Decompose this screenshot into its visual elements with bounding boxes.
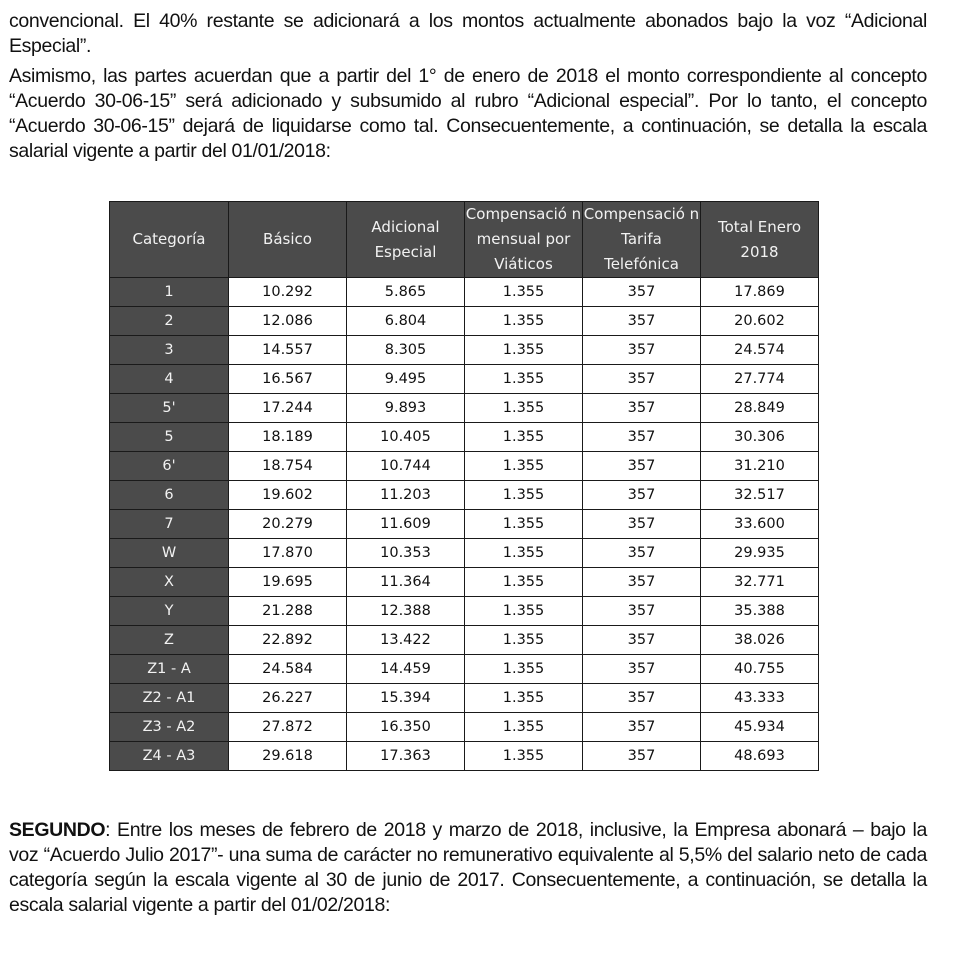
value-cell: 10.744 [347, 452, 465, 481]
header-compensacion-viaticos: Compensació n mensual por Viáticos [465, 202, 583, 278]
value-cell: 10.292 [229, 278, 347, 307]
value-cell: 16.350 [347, 713, 465, 742]
paragraph-intro: convencional. El 40% restante se adicionará a los montos actualmente abonados bajo la voz “Adicional Especial”. [9, 10, 927, 57]
value-cell: 357 [583, 394, 701, 423]
value-cell: 9.495 [347, 365, 465, 394]
value-cell: 357 [583, 742, 701, 771]
value-cell: 18.754 [229, 452, 347, 481]
category-cell: Y [110, 597, 229, 626]
value-cell: 24.574 [701, 336, 819, 365]
value-cell: 1.355 [465, 510, 583, 539]
table-row [110, 597, 819, 626]
value-cell: 357 [583, 481, 701, 510]
value-cell: 12.388 [347, 597, 465, 626]
value-cell: 24.584 [229, 655, 347, 684]
value-cell: 357 [583, 597, 701, 626]
value-cell: 30.306 [701, 423, 819, 452]
value-cell: 6.804 [347, 307, 465, 336]
value-cell: 38.026 [701, 626, 819, 655]
value-cell: 29.935 [701, 539, 819, 568]
table-row [110, 481, 819, 510]
category-cell: Z [110, 626, 229, 655]
table-row [110, 365, 819, 394]
value-cell: 29.618 [229, 742, 347, 771]
value-cell: 1.355 [465, 713, 583, 742]
value-cell: 31.210 [701, 452, 819, 481]
category-cell: 6' [110, 452, 229, 481]
segundo-text: : Entre los meses de febrero de 2018 y marzo de 2018, inclusive, la Empresa abonará – bajo la voz “Acuerdo Julio 2017”- una suma de carácter no remunerativo equivalente al 5,5% del salario neto de cada categoría según la escala vigente al 30 de junio de 2017. Consecuentemente, a continuación, se detalla la escala salarial vigente a partir del 01/02/2018: [9, 819, 927, 916]
value-cell: 1.355 [465, 568, 583, 597]
value-cell: 48.693 [701, 742, 819, 771]
value-cell: 1.355 [465, 597, 583, 626]
value-cell: 40.755 [701, 655, 819, 684]
category-cell: Z2 - A1 [110, 684, 229, 713]
value-cell: 32.517 [701, 481, 819, 510]
value-cell: 1.355 [465, 365, 583, 394]
value-cell: 19.602 [229, 481, 347, 510]
value-cell: 357 [583, 365, 701, 394]
table-row [110, 655, 819, 684]
category-cell: 6 [110, 481, 229, 510]
header-total-enero: Total Enero 2018 [701, 202, 819, 278]
value-cell: 22.892 [229, 626, 347, 655]
value-cell: 16.567 [229, 365, 347, 394]
value-cell: 1.355 [465, 481, 583, 510]
value-cell: 1.355 [465, 452, 583, 481]
value-cell: 357 [583, 510, 701, 539]
value-cell: 28.849 [701, 394, 819, 423]
category-cell: Z3 - A2 [110, 713, 229, 742]
value-cell: 357 [583, 307, 701, 336]
value-cell: 20.602 [701, 307, 819, 336]
category-cell: Z1 - A [110, 655, 229, 684]
salary-scale-table [109, 201, 819, 771]
value-cell: 14.459 [347, 655, 465, 684]
table-row [110, 307, 819, 336]
value-cell: 1.355 [465, 655, 583, 684]
value-cell: 13.422 [347, 626, 465, 655]
category-cell: 5 [110, 423, 229, 452]
value-cell: 43.333 [701, 684, 819, 713]
value-cell: 32.771 [701, 568, 819, 597]
value-cell: 357 [583, 452, 701, 481]
category-cell: X [110, 568, 229, 597]
paragraph-segundo [9, 818, 927, 918]
value-cell: 357 [583, 568, 701, 597]
header-compensacion-tarifa: Compensació n Tarifa Telefónica [583, 202, 701, 278]
value-cell: 1.355 [465, 336, 583, 365]
value-cell: 14.557 [229, 336, 347, 365]
table-row [110, 510, 819, 539]
category-cell: 1 [110, 278, 229, 307]
table-header-row [110, 202, 819, 278]
value-cell: 11.364 [347, 568, 465, 597]
value-cell: 1.355 [465, 278, 583, 307]
value-cell: 26.227 [229, 684, 347, 713]
value-cell: 17.244 [229, 394, 347, 423]
value-cell: 11.609 [347, 510, 465, 539]
table-row [110, 452, 819, 481]
value-cell: 17.869 [701, 278, 819, 307]
value-cell: 357 [583, 278, 701, 307]
value-cell: 357 [583, 655, 701, 684]
table-row [110, 568, 819, 597]
table-row [110, 684, 819, 713]
table-row [110, 713, 819, 742]
header-basico: Básico [229, 202, 347, 278]
value-cell: 11.203 [347, 481, 465, 510]
category-cell: 5' [110, 394, 229, 423]
value-cell: 27.774 [701, 365, 819, 394]
header-adicional-especial: Adicional Especial [347, 202, 465, 278]
value-cell: 17.363 [347, 742, 465, 771]
paragraph-agreement: Asimismo, las partes acuerdan que a partir del 1° de enero de 2018 el monto correspondiente al concepto “Acuerdo 30-06-15” será adicionado y subsumido al rubro “Adicional especial”. Por lo tanto, el concepto “Acuerdo 30-06-15” dejará de liquidarse como tal. Consecuentemente, a continuación, se detalla la escala salarial vigente a partir del 01/01/2018: [9, 65, 927, 162]
value-cell: 1.355 [465, 423, 583, 452]
value-cell: 21.288 [229, 597, 347, 626]
segundo-label: SEGUNDO [9, 819, 106, 841]
table-row [110, 742, 819, 771]
value-cell: 33.600 [701, 510, 819, 539]
value-cell: 5.865 [347, 278, 465, 307]
table-row [110, 336, 819, 365]
value-cell: 17.870 [229, 539, 347, 568]
value-cell: 1.355 [465, 539, 583, 568]
value-cell: 10.353 [347, 539, 465, 568]
category-cell: Z4 - A3 [110, 742, 229, 771]
value-cell: 357 [583, 626, 701, 655]
table-row [110, 626, 819, 655]
value-cell: 357 [583, 423, 701, 452]
table-row [110, 539, 819, 568]
category-cell: W [110, 539, 229, 568]
header-categoria: Categoría [110, 202, 229, 278]
value-cell: 12.086 [229, 307, 347, 336]
value-cell: 1.355 [465, 394, 583, 423]
value-cell: 357 [583, 713, 701, 742]
value-cell: 20.279 [229, 510, 347, 539]
category-cell: 3 [110, 336, 229, 365]
category-cell: 2 [110, 307, 229, 336]
value-cell: 10.405 [347, 423, 465, 452]
value-cell: 35.388 [701, 597, 819, 626]
value-cell: 9.893 [347, 394, 465, 423]
value-cell: 1.355 [465, 684, 583, 713]
value-cell: 1.355 [465, 742, 583, 771]
value-cell: 18.189 [229, 423, 347, 452]
table-body [110, 278, 819, 771]
value-cell: 1.355 [465, 626, 583, 655]
value-cell: 19.695 [229, 568, 347, 597]
value-cell: 357 [583, 684, 701, 713]
table-row [110, 394, 819, 423]
value-cell: 357 [583, 539, 701, 568]
value-cell: 15.394 [347, 684, 465, 713]
value-cell: 357 [583, 336, 701, 365]
value-cell: 8.305 [347, 336, 465, 365]
table-row [110, 423, 819, 452]
value-cell: 27.872 [229, 713, 347, 742]
category-cell: 7 [110, 510, 229, 539]
value-cell: 45.934 [701, 713, 819, 742]
table-row [110, 278, 819, 307]
value-cell: 1.355 [465, 307, 583, 336]
category-cell: 4 [110, 365, 229, 394]
